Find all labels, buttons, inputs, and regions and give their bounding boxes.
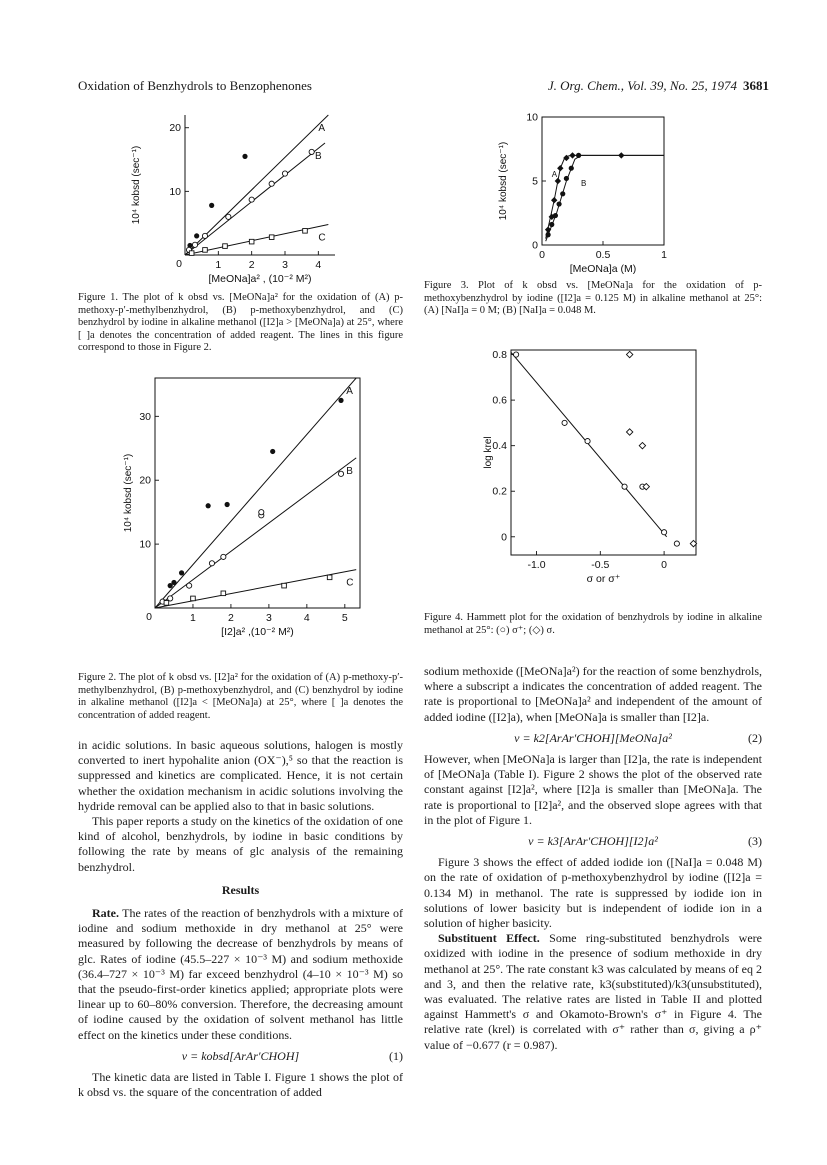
journal-name: J. Org. Chem., Vol. 39, No. 25, 1974: [547, 78, 737, 93]
x-tick-label: 0.5: [595, 249, 611, 261]
plot-area: [123, 378, 360, 638]
x-axis-label: σ or σ⁺: [586, 573, 621, 585]
data-point: [221, 554, 226, 559]
x-axis-label: [MeONa]a (M): [569, 263, 637, 275]
data-point: [564, 176, 569, 181]
series-line: [155, 570, 356, 608]
equation-body: v = k2[ArAr′CHOH][MeONa]a²: [514, 730, 672, 745]
data-point: [259, 510, 264, 515]
x-tick-label: -1.0: [527, 559, 546, 571]
plot-frame: [511, 350, 696, 555]
data-point: [203, 248, 208, 253]
paragraph: in acidic solutions. In basic aqueous solutions, halogen is mostly converted to inert hypohalite anion (OX⁻),⁵ so that the reaction is suppressed and kinetics are complicated. Hence, it is not certain whether the oxidation mechanism in acidic solutions involving the hydride removal can be applied also to that in basic solutions.: [78, 738, 403, 813]
y-tick-label: 5: [532, 175, 538, 188]
running-title: Oxidation of Benzhydrols to Benzophenones: [78, 78, 312, 93]
data-point: [569, 152, 575, 158]
x-tick-label: 1: [215, 259, 222, 271]
series-label: B: [346, 465, 353, 477]
paragraph: However, when [MeONa]a is larger than [I2]a, the rate is independent of [MeONa]a (Table I). Figure 2 shows the plot of the observed rate constant against [I2]a², where [I2]a is smaller than [MeONa]a. The rate is proportional to [I2]a², and the observed slope agrees with that in the plot of Figure 1.: [424, 752, 762, 827]
data-point: [551, 197, 557, 203]
data-point: [179, 570, 184, 575]
data-point: [269, 235, 274, 240]
figure-3-chart: [500, 112, 680, 282]
x-tick-label: 4: [315, 259, 322, 271]
series-line: [155, 378, 356, 608]
figure-1: [131, 110, 340, 285]
data-point: [576, 153, 581, 158]
y-tick-label: 0.2: [492, 485, 507, 498]
series-label: A: [346, 386, 353, 397]
series-label: B: [315, 151, 322, 162]
data-point: [191, 596, 196, 601]
data-point: [622, 484, 627, 489]
data-point: [206, 503, 211, 508]
data-point: [514, 352, 519, 357]
y-tick-label: 0.6: [492, 394, 507, 407]
y-tick-label: 10: [169, 185, 181, 198]
data-point: [187, 583, 192, 588]
data-point: [562, 420, 567, 425]
paragraph: Figure 3 shows the effect of added iodide ion ([NaI]a = 0.048 M) on the rate of oxidation of p-methoxybenzhydrol by iodine ([I2]a = 0.134 M) in methanol. The rate is suppressed by iodide ion in solutions of lower basicity but is independent of iodide ion in a solution of higher basicity.: [424, 855, 762, 931]
x-tick-label: 1: [190, 612, 196, 624]
data-point: [662, 530, 667, 535]
x-axis-label: [MeONa]a² , (10⁻² M²): [208, 273, 312, 285]
x-tick-label: 0: [539, 249, 545, 261]
data-point: [209, 561, 214, 566]
y-tick-label: 0: [501, 531, 507, 544]
figure-3-caption: Figure 3. Plot of k obsd vs. [MeONa]a for the oxidation of p-methoxybenzhydrol by iodine ([I2]a = 0.125 M) in alkaline methanol at 25°: (A) [NaI]a = 0 M; (B) [NaI]a = 0.048 M.: [424, 280, 762, 316]
figure-4-chart: [476, 342, 706, 592]
data-point: [189, 251, 194, 256]
data-point: [225, 502, 230, 507]
y-tick-label: 10: [139, 538, 151, 551]
x-tick-label: 2: [248, 259, 255, 271]
data-point: [557, 165, 563, 171]
data-point: [249, 239, 254, 244]
data-point: [546, 232, 551, 237]
data-point: [223, 244, 228, 249]
y-tick-label: 10: [526, 111, 538, 124]
figure-1-caption: Figure 1. The plot of k obsd vs. [MeONa]a² for the oxidation of (A) p-methoxy-p′-methylbenzhydrol, (B) p-methoxybenzhydrol, and (C) benzhydrol by iodine in alkaline methanol ([I2]a > [MeONa]a) at 25°, where [ ]a denotes the concentration of added reagent. The lines in this figure correspond to those in Figure 2.: [78, 292, 403, 353]
origin-label: 0: [176, 258, 182, 270]
series-label: A: [318, 123, 326, 134]
figure-4: [476, 342, 706, 592]
y-axis-label: 10⁴ kobsd (sec⁻¹): [131, 145, 142, 225]
data-point: [626, 429, 632, 435]
y-axis-label: log krel: [483, 436, 494, 469]
left-column-text: [78, 738, 403, 1100]
y-tick-label: 0: [532, 239, 538, 252]
data-point: [626, 351, 632, 357]
plot-area: [498, 112, 667, 276]
series-label: C: [346, 577, 354, 589]
paragraph: This paper reports a study on the kinetics of the oxidation of one kind of alcohol, benzhydrols, by iodine in basic conditions by following the rate by means of glc analysis of the remaining benzhydrol.: [78, 814, 403, 874]
x-tick-label: 1: [661, 249, 667, 261]
page-number: 3681: [743, 78, 769, 93]
data-point: [242, 154, 247, 159]
figure-3: [500, 112, 680, 282]
x-tick-label: -0.5: [591, 559, 610, 571]
paragraph: [424, 931, 762, 1053]
y-tick-label: 0.4: [492, 440, 507, 453]
data-point: [270, 449, 275, 454]
data-point: [309, 149, 314, 154]
right-column-text: [424, 664, 762, 1053]
data-point: [553, 213, 558, 218]
equation-2: [424, 731, 762, 746]
data-point: [545, 226, 551, 232]
data-point: [618, 152, 624, 158]
data-point: [338, 471, 343, 476]
x-tick-label: 5: [341, 612, 348, 624]
data-point: [674, 541, 679, 546]
data-point: [327, 575, 332, 580]
equation-body: v = kobsd[ArAr′CHOH]: [181, 1048, 300, 1063]
section-heading: Results: [221, 882, 260, 897]
x-tick-label: 2: [228, 612, 234, 624]
y-axis-label: 10⁴ kobsd (sec⁻¹): [498, 141, 509, 221]
data-point: [164, 601, 169, 606]
y-tick-label: 30: [139, 410, 151, 423]
plot-area: [483, 349, 697, 585]
equation-1: [78, 1049, 403, 1064]
y-axis-label: 10⁴ kobsd (sec⁻¹): [123, 453, 134, 533]
series-label: A: [551, 170, 558, 180]
series-line: [155, 458, 356, 608]
data-point: [639, 442, 645, 448]
figure-2: [123, 368, 370, 658]
data-point: [202, 233, 207, 238]
figure-1-chart: [131, 110, 340, 285]
y-tick-label: 20: [169, 122, 181, 135]
x-tick-label: 4: [303, 612, 310, 624]
paragraph: sodium methoxide ([MeONa]a²) for the reaction of some benzhydrols, where a subscript a indicates the concentration of added reagent. The rate is proportional to [MeONa]a² and independent of the amount of added iodine ([I2]a), when [MeONa]a is smaller than [I2]a.: [424, 664, 762, 724]
data-point: [192, 242, 197, 247]
paragraph: [78, 906, 403, 1043]
data-point: [338, 398, 343, 403]
paragraph-lead: Rate.: [92, 906, 119, 921]
x-tick-label: 0: [661, 559, 668, 571]
y-tick-label: 0.8: [492, 349, 507, 362]
data-point: [171, 580, 176, 585]
journal-citation: [548, 78, 769, 94]
equation-number: (3): [748, 834, 762, 849]
equation-body: v = k3[ArAr′CHOH][I2]a²: [528, 834, 658, 849]
data-point: [221, 591, 226, 596]
data-point: [209, 203, 214, 208]
x-tick-label: 3: [282, 259, 288, 271]
data-point: [194, 233, 199, 238]
paragraph-lead: Substituent Effect.: [438, 931, 540, 946]
data-point: [569, 166, 574, 171]
data-point: [282, 171, 287, 176]
origin-label: 0: [146, 611, 152, 623]
plot-area: [131, 115, 335, 285]
figure-4-caption: Figure 4. Hammett plot for the oxidation of benzhydrols by iodine in alkaline methanol at 25°: (○) σ⁺; (◇) σ.: [424, 612, 762, 636]
data-point: [269, 181, 274, 186]
equation-3: [424, 834, 762, 849]
series-label: C: [318, 232, 326, 244]
data-point: [282, 583, 287, 588]
equation-number: (2): [748, 730, 762, 745]
data-point: [249, 197, 254, 202]
series-label: B: [581, 179, 587, 189]
data-point: [560, 191, 565, 196]
paragraph: The kinetic data are listed in Table I. Figure 1 shows the plot of k obsd vs. the square of the concentration of added: [78, 1070, 403, 1100]
figure-2-chart: [123, 368, 370, 658]
data-point: [549, 222, 554, 227]
data-point: [226, 214, 231, 219]
series-curve: [546, 155, 664, 238]
x-axis-label: [I2]a² ,(10⁻² M²): [221, 626, 294, 638]
paragraph-body: Some ring-substituted benzhydrols were oxidized with iodine in the presence of sodium methoxide in dry methanol at 25°. The rate constant k3 was calculated by means of eq 2 and 3, and then the relative rate, k3(substituted)/k3(unsubstituted), was evaluated. The relative rates are listed in Table II and plotted against Hammett's σ and Okamoto-Brown's σ⁺ in Figure 4. The relative rate (krel) is correlated with σ⁺ rather than σ, giving a ρ⁺ value of −0.677 (r = 0.987).: [424, 931, 762, 1052]
data-point: [585, 439, 590, 444]
paragraph-body: The rates of the reaction of benzhydrols with a mixture of iodine and sodium methoxide in dry methanol at 25° were measured by following the decrease of benzhydrols by means of glc. Rates of iodine (45.5–227 × 10⁻³ M) and sodium methoxide (36.4–727 × 10⁻³ M) far exceed benzhydrol (4–10 × 10⁻³ M) so that the pseudo-first-order kinetics applied; appropriate plots were linear up to 60–80% conversion. Therefore, the decreasing amount of iodine caused by the oxidation of solvent methanol has little effect on the kinetics under these conditions.: [78, 906, 403, 1042]
data-point: [303, 229, 308, 234]
series-curve: [546, 155, 664, 241]
equation-number: (1): [389, 1048, 403, 1063]
figure-2-caption: Figure 2. The plot of k obsd vs. [I2]a² for the oxidation of (A) p-methoxy-p′-methylbenzhydrol, (B) p-methoxybenzhydrol, and (C) benzhydrol by iodine in alkaline methanol ([I2]a < [MeONa]a) at 25°, where [ ]a denotes the concentration of added reagent.: [78, 672, 403, 721]
y-tick-label: 20: [139, 474, 151, 487]
x-tick-label: 3: [265, 612, 272, 624]
data-point: [556, 201, 561, 206]
